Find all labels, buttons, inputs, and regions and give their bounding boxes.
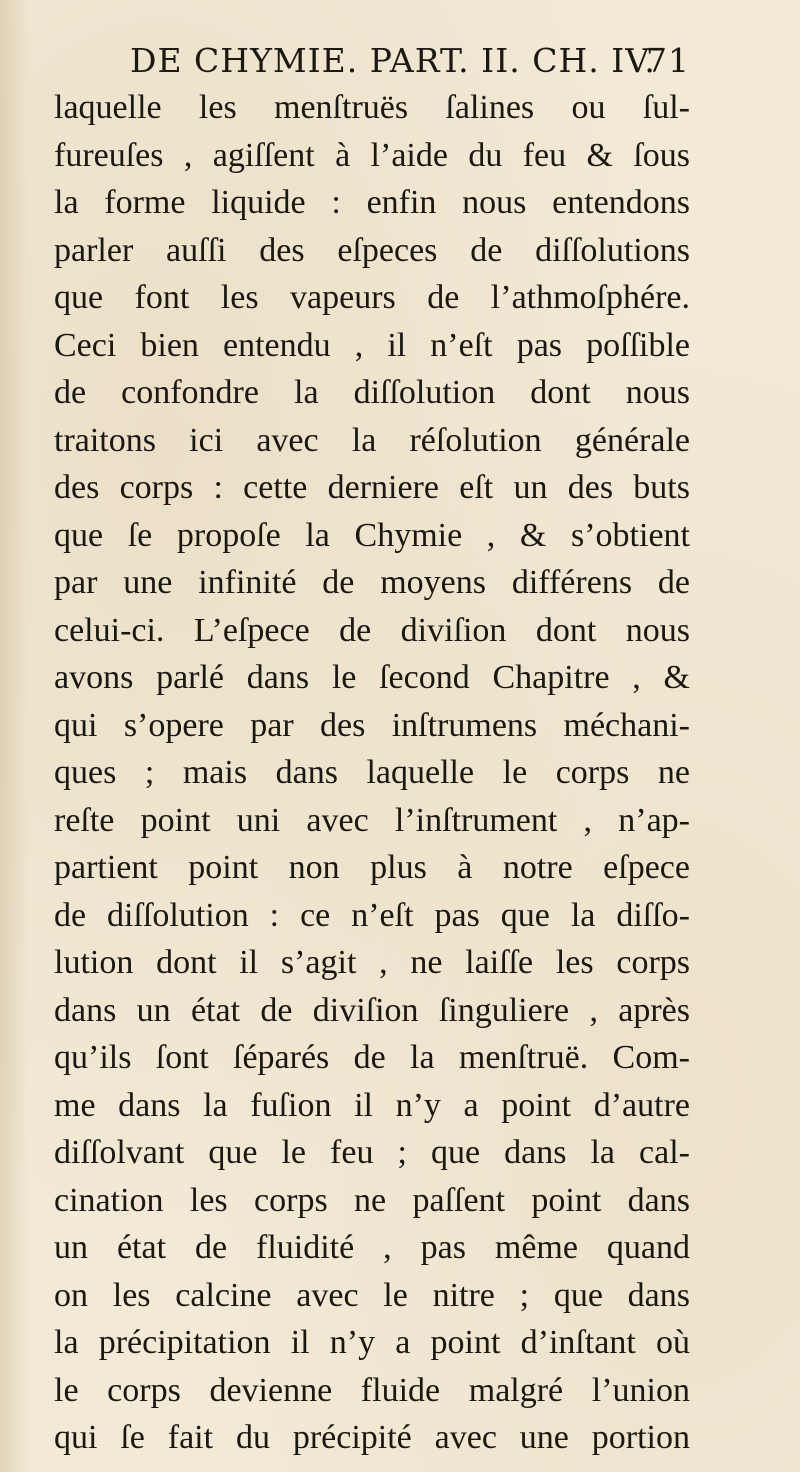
running-header [130,36,690,86]
text-line: qui s’opere par des inſtrumens méchani- [54,706,690,744]
text-line: partient point non plus à notre eſpece [54,849,690,886]
text-line: de confondre la diſſolution dont nous [54,374,690,411]
text-line: des corps : cette derniere eſt un des buts [54,469,690,506]
text-line: laquelle les menſtruës ſalines ou ſul- [54,89,690,126]
text-line: un état de fluidité , pas même quand [54,1229,690,1266]
text-line: fureuſes , agiſſent à l’aide du feu & ſous [54,136,690,174]
text-line: lution dont il s’agit , ne laiſſe les corps [54,944,690,981]
text-line: on les calcine avec le nitre ; que dans [54,1276,690,1314]
text-line: de diſſolution : ce n’eſt pas que la diſſo- [54,896,690,934]
text-line: parler auſſi des eſpeces de diſſolutions [54,231,690,269]
page-number: 71 [646,41,690,80]
text-line: me dans la fuſion il n’y a point d’autre [54,1086,690,1124]
text-line: celui-ci. L’eſpece de diviſion dont nous [54,611,690,649]
text-line: le corps devienne fluide malgré l’union [54,1371,690,1409]
text-line: reſte point uni avec l’inſtrument , n’ap- [54,801,690,839]
text-line: la forme liquide : enfin nous entendons [54,184,690,221]
text-line: Ceci bien entendu , il n’eſt pas poſſible [54,326,690,364]
text-line: avons parlé dans le ſecond Chapitre , & [54,659,690,696]
text-line: la précipitation il n’y a point d’inſtant où [54,1324,690,1361]
text-line: traitons ici avec la réſolution générale [54,421,690,459]
text-line: par une infinité de moyens différens de [54,564,690,601]
body-text [54,84,690,1462]
page-gutter-shadow [0,0,28,1472]
text-line: que font les vapeurs de l’athmoſphére. [54,279,690,316]
text-line: qui ſe fait du précipité avec une portion [54,1419,690,1456]
text-line: cination les corps ne paſſent point dans [54,1181,690,1219]
text-line: que ſe propoſe la Chymie , & s’obtient [54,516,690,554]
text-line: dans un état de diviſion ſinguliere , après [54,991,690,1029]
text-line: qu’ils ſont ſéparés de la menſtruë. Com- [54,1039,690,1076]
text-line: diſſolvant que le feu ; que dans la cal- [54,1134,690,1171]
text-line: ques ; mais dans laquelle le corps ne [54,754,690,791]
running-title: DE CHYMIE. PART. II. CH. IV. [130,41,656,80]
